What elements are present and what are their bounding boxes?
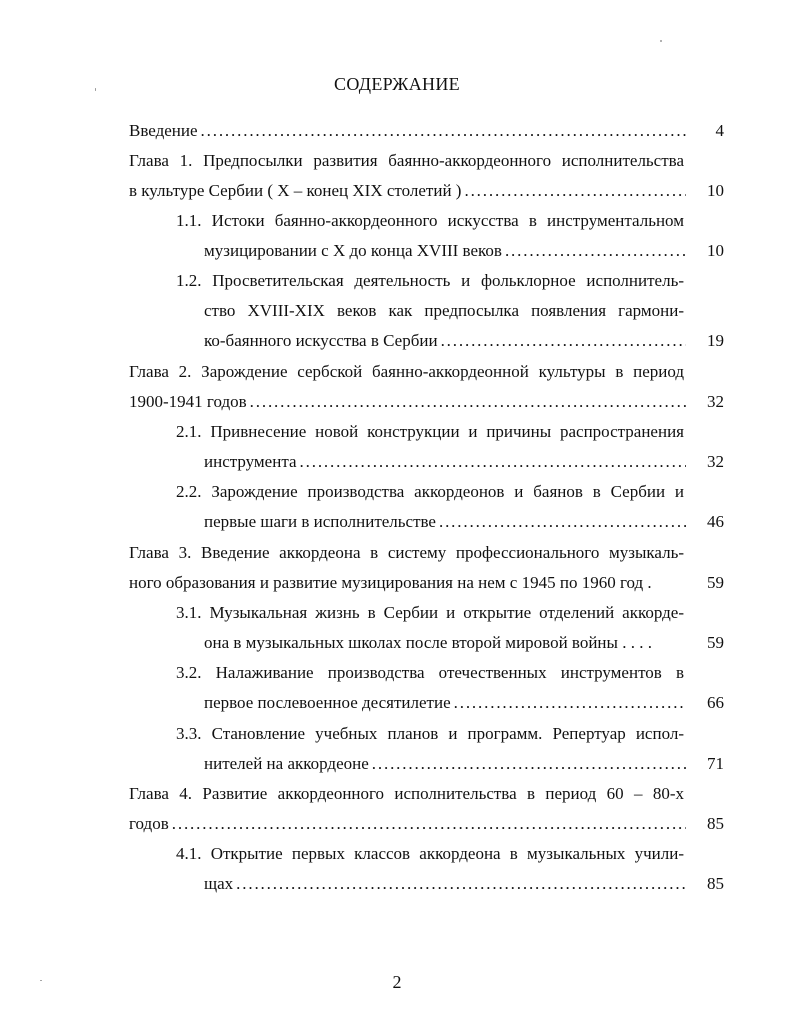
toc-ch4-page: 85 [707, 814, 724, 833]
toc-s1-2-line3: ко-баянного искусства в Сербии [204, 331, 438, 350]
toc-s3-3-line1[interactable]: 3.3. Становление учебных планов и программ. Репертуар испол- [176, 724, 684, 743]
toc-leader-dots [172, 814, 686, 834]
toc-entry-s3-1[interactable] [204, 633, 724, 653]
toc-entry-s4-1[interactable] [204, 874, 724, 894]
toc-s3-2-page: 66 [707, 693, 724, 712]
toc-leader-dots [464, 181, 686, 201]
toc-s2-1-line2: инструмента [204, 452, 297, 471]
toc-leader-dots [505, 241, 686, 261]
toc-s2-2-page: 46 [707, 512, 724, 531]
toc-s3-3-page: 71 [707, 754, 724, 773]
toc-entry-ch4[interactable] [129, 814, 724, 834]
toc-entry-intro[interactable] [129, 121, 724, 141]
toc-entry-s2-2[interactable] [204, 512, 724, 532]
toc-ch1-line2: в культуре Сербии ( X – конец XIX столетий ) [129, 181, 462, 200]
toc-intro-page: 4 [715, 121, 724, 140]
toc-s3-1-page: 59 [707, 633, 724, 652]
toc-entry-s3-3[interactable] [204, 754, 724, 774]
toc-ch2-line2: 1900-1941 годов [129, 392, 247, 411]
toc-s1-1-line2: музицировании с X до конца XVIII веков [204, 241, 502, 260]
toc-s2-1-line1[interactable]: 2.1. Привнесение новой конструкции и причины распространения [176, 422, 684, 441]
toc-leader-dots [441, 331, 686, 351]
toc-leader-dots [454, 693, 686, 713]
toc-s1-1-page: 10 [707, 241, 724, 260]
toc-entry-ch1[interactable] [129, 181, 724, 201]
toc-s4-1-line1[interactable]: 4.1. Открытие первых классов аккордеона в музыкальных учили- [176, 844, 684, 863]
scan-speck [660, 40, 662, 42]
scan-speck [95, 88, 96, 91]
toc-s2-2-line2: первые шаги в исполнительстве [204, 512, 436, 531]
page-title: СОДЕРЖАНИЕ [334, 74, 460, 94]
toc-leader-dots [236, 874, 686, 894]
toc-ch1-line1[interactable]: Глава 1. Предпосылки развития баянно-аккордеонного исполнительства [129, 151, 684, 170]
toc-ch4-line1[interactable]: Глава 4. Развитие аккордеонного исполнительства в период 60 – 80-х [129, 784, 684, 803]
toc-entry-s1-1[interactable] [204, 241, 724, 261]
toc-entry-s3-2[interactable] [204, 693, 724, 713]
toc-entry-ch3[interactable] [129, 573, 724, 593]
toc-s3-1-line2: она в музыкальных школах после второй мировой войны . . . . [204, 633, 652, 652]
toc-leader-dots [250, 392, 686, 412]
toc-s4-1-page: 85 [707, 874, 724, 893]
toc-s4-1-line2: щах [204, 874, 234, 893]
toc-entry-s2-1[interactable] [204, 452, 724, 472]
toc-leader-dots [372, 754, 686, 774]
toc-ch1-page: 10 [707, 181, 724, 200]
toc-ch3-line2: ного образования и развитие музицирования на нем с 1945 по 1960 год . [129, 573, 652, 592]
toc-s3-2-line1[interactable]: 3.2. Налаживание производства отечественных инструментов в [176, 663, 684, 682]
page-number: 2 [392, 972, 402, 992]
toc-ch3-page: 59 [707, 573, 724, 592]
toc-ch4-line2: годов [129, 814, 169, 833]
toc-ch2-page: 32 [707, 392, 724, 411]
toc-entry-s1-2[interactable] [204, 331, 724, 351]
toc-leader-dots [201, 121, 686, 141]
toc-s2-1-page: 32 [707, 452, 724, 471]
toc-ch3-line1[interactable]: Глава 3. Введение аккордеона в систему профессионального музыкаль- [129, 543, 684, 562]
toc-s3-3-line2: нителей на аккордеоне [204, 754, 369, 773]
toc-s3-2-line2: первое послевоенное десятилетие [204, 693, 451, 712]
toc-s1-2-line1[interactable]: 1.2. Просветительская деятельность и фольклорное исполнитель- [176, 271, 684, 290]
toc-leader-dots [439, 512, 686, 532]
toc-s2-2-line1[interactable]: 2.2. Зарождение производства аккордеонов и баянов в Сербии и [176, 482, 684, 501]
scan-speck [40, 980, 42, 981]
toc-intro-text: Введение [129, 121, 198, 140]
toc-s1-2-page: 19 [707, 331, 724, 350]
toc-ch2-line1[interactable]: Глава 2. Зарождение сербской баянно-аккордеонной культуры в период [129, 362, 684, 381]
toc-entry-ch2[interactable] [129, 392, 724, 412]
toc-s3-1-line1[interactable]: 3.1. Музыкальная жизнь в Сербии и открытие отделений аккорде- [176, 603, 684, 622]
toc-s1-2-line2[interactable]: ство XVIII-XIX веков как предпосылка появления гармони- [204, 301, 684, 320]
toc-leader-dots [300, 452, 686, 472]
toc-s1-1-line1[interactable]: 1.1. Истоки баянно-аккордеонного искусства в инструментальном [176, 211, 684, 230]
